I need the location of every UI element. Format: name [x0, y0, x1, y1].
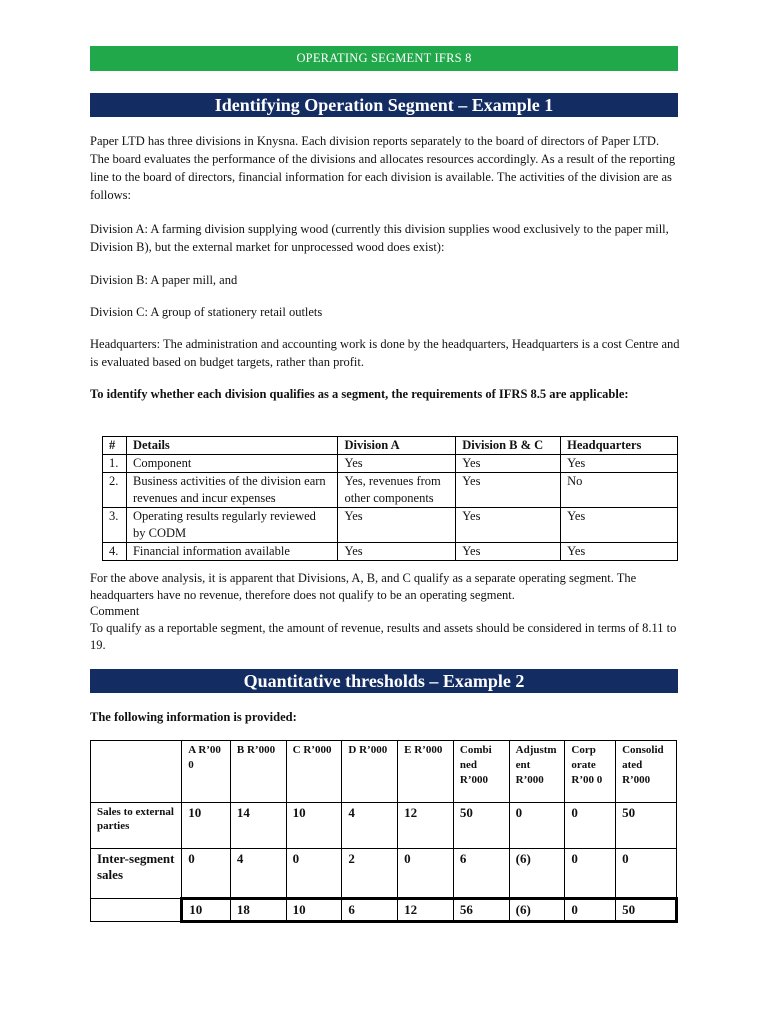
table-cell: 0: [182, 849, 231, 899]
table-row: [103, 543, 678, 561]
total-cell: 0: [565, 899, 616, 922]
header-cell: B R’000: [230, 741, 286, 803]
row-label: Inter-segment sales: [91, 849, 182, 899]
table-row: [103, 508, 678, 543]
example2-title: Quantitative thresholds – Example 2: [90, 669, 678, 693]
header-bar: OPERATING SEGMENT IFRS 8: [90, 46, 678, 71]
table-cell: 0: [565, 803, 616, 849]
table-row: [103, 473, 678, 508]
table-cell: Operating results regularly reviewed by CODM: [126, 508, 337, 543]
table-cell: Yes, revenues from other components: [338, 473, 456, 508]
table-cell: Business activities of the division earn revenues and incur expenses: [126, 473, 337, 508]
intro-paragraph: Paper LTD has three divisions in Knysna. Each division reports separately to the board of directors of Paper LTD. The board evaluates the performance of the divisions and allocates resources accordingly. As a result of the reporting line to the board of directors, financial information for each division is available. The activities of the division are as follows:: [90, 134, 676, 202]
division-c-paragraph: Division C: A group of stationery retail outlets: [90, 305, 323, 319]
table-cell: Yes: [561, 508, 678, 543]
table-cell: 1.: [103, 455, 127, 473]
table-cell: Component: [126, 455, 337, 473]
comment-paragraph: To qualify as a reportable segment, the amount of revenue, results and assets should be considered in terms of 8.11 to 19.: [90, 621, 677, 652]
table-cell: Yes: [561, 543, 678, 561]
header-cell: C R’000: [286, 741, 342, 803]
total-cell: 12: [398, 899, 454, 922]
table-cell: 0: [616, 849, 677, 899]
table-cell: Yes: [456, 508, 561, 543]
table-cell: Yes: [338, 508, 456, 543]
table-cell: Yes: [456, 543, 561, 561]
table-row: [91, 849, 677, 899]
table-row: [103, 455, 678, 473]
requirement-paragraph: To identify whether each division qualifies as a segment, the requirements of IFRS 8.5 are applicable:: [90, 387, 629, 401]
table-cell: Yes: [338, 455, 456, 473]
table-cell: 4: [230, 849, 286, 899]
table-cell: 6: [453, 849, 509, 899]
table-cell: 14: [230, 803, 286, 849]
header-cell: Headquarters: [561, 437, 678, 455]
row-label: Sales to external parties: [91, 803, 182, 849]
table-row: [91, 803, 677, 849]
table-cell: 10: [286, 803, 342, 849]
total-cell: 50: [616, 899, 677, 922]
table-cell: 3.: [103, 508, 127, 543]
table-cell: 0: [565, 849, 616, 899]
division-b-paragraph: Division B: A paper mill, and: [90, 273, 238, 287]
table-cell: 2.: [103, 473, 127, 508]
table-cell: 2: [342, 849, 398, 899]
total-row: [91, 899, 677, 922]
header-cell: Corp orate R’00 0: [565, 741, 616, 803]
table-cell: 50: [453, 803, 509, 849]
table-header-row: [103, 437, 678, 455]
table-cell: 0: [509, 803, 565, 849]
total-cell: 18: [230, 899, 286, 922]
table-cell: Financial information available: [126, 543, 337, 561]
example1-title: Identifying Operation Segment – Example 1: [90, 93, 678, 117]
quantitative-thresholds-table: [90, 740, 678, 923]
table-cell: (6): [509, 849, 565, 899]
header-cell: [91, 741, 182, 803]
header-cell: Details: [126, 437, 337, 455]
table-cell: Yes: [456, 473, 561, 508]
table-header-row: [91, 741, 677, 803]
table-cell: Yes: [561, 455, 678, 473]
header-cell: A R’00 0: [182, 741, 231, 803]
table-cell: 4: [342, 803, 398, 849]
header-cell: #: [103, 437, 127, 455]
row-label: [91, 899, 182, 922]
total-cell: 10: [182, 899, 231, 922]
headquarters-paragraph: Headquarters: The administration and accounting work is done by the headquarters, Headquarters is a cost Centre and is evaluated based on budget targets, rather than profit.: [90, 337, 680, 369]
total-cell: (6): [509, 899, 565, 922]
table-cell: 4.: [103, 543, 127, 561]
example2-intro: The following information is provided:: [90, 710, 297, 724]
header-cell: E R’000: [398, 741, 454, 803]
table-cell: Yes: [338, 543, 456, 561]
table-cell: 0: [286, 849, 342, 899]
header-cell: Division A: [338, 437, 456, 455]
total-cell: 10: [286, 899, 342, 922]
table-cell: 0: [398, 849, 454, 899]
header-cell: Consolid ated R’000: [616, 741, 677, 803]
table-cell: 12: [398, 803, 454, 849]
table-cell: 50: [616, 803, 677, 849]
conclusion-paragraph: For the above analysis, it is apparent that Divisions, A, B, and C qualify as a separate operating segment. The headquarters have no revenue, therefore does not qualify to be an operating segment.: [90, 571, 637, 602]
table-cell: No: [561, 473, 678, 508]
segment-criteria-table: [102, 436, 678, 561]
table-cell: Yes: [456, 455, 561, 473]
header-cell: Adjustm ent R’000: [509, 741, 565, 803]
header-cell: Combi ned R’000: [453, 741, 509, 803]
total-cell: 56: [453, 899, 509, 922]
table-cell: 10: [182, 803, 231, 849]
header-cell: Division B & C: [456, 437, 561, 455]
comment-label: Comment: [90, 604, 140, 618]
total-cell: 6: [342, 899, 398, 922]
division-a-paragraph: Division A: A farming division supplying wood (currently this division supplies wood exclusively to the paper mill, Division B), but the external market for unprocessed wood does exist):: [90, 222, 669, 254]
header-cell: D R’000: [342, 741, 398, 803]
